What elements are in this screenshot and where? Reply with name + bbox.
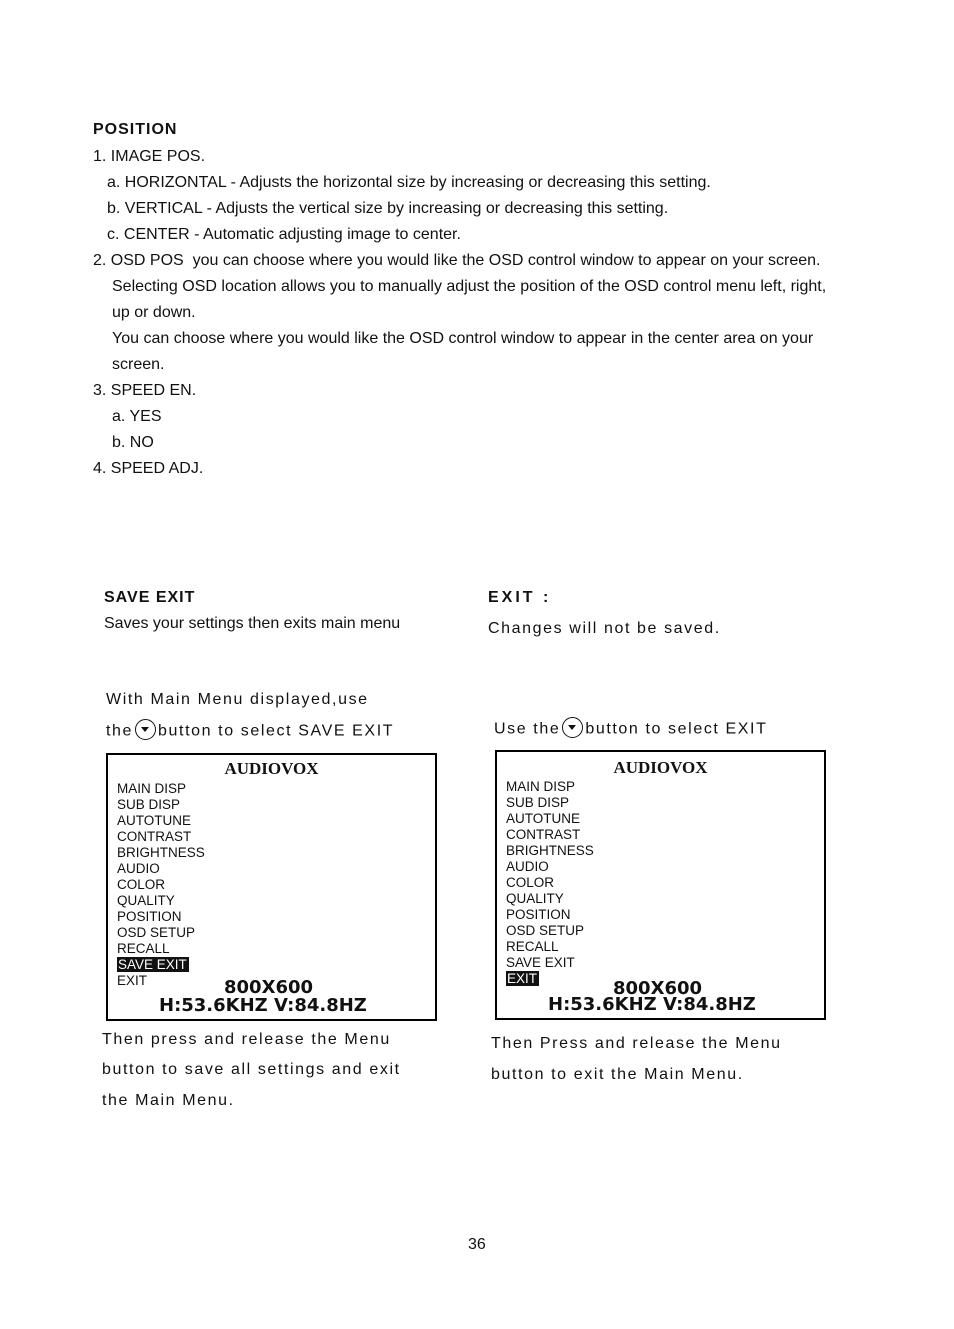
osd-menu-item: QUALITY bbox=[117, 893, 175, 908]
osd-menu-item: AUTOTUNE bbox=[506, 811, 581, 826]
osd-menu-item: EXIT bbox=[117, 973, 148, 988]
position-line: 2. OSD POS you can choose where you would like the OSD control window to appear on your screen. bbox=[93, 252, 821, 269]
osd-menu-item-selected: EXIT bbox=[507, 971, 538, 986]
save-exit-instruction: With Main Menu displayed,use bbox=[106, 691, 369, 708]
save-exit-after-text: button to save all settings and exit bbox=[102, 1061, 401, 1078]
osd-menu-item: SUB DISP bbox=[117, 797, 181, 812]
osd-menu-item: POSITION bbox=[117, 909, 182, 924]
position-line: You can choose where you would like the OSD control window to appear in the center area on your bbox=[112, 330, 814, 347]
position-line: b. NO bbox=[112, 434, 154, 451]
osd-menu-item: AUDIO bbox=[506, 859, 549, 874]
save-exit-instruction-select bbox=[106, 721, 394, 742]
osd-menu-item: RECALL bbox=[506, 939, 559, 954]
osd-menu-item: CONTRAST bbox=[506, 827, 581, 842]
position-line: up or down. bbox=[112, 304, 196, 321]
exit-instruction-select bbox=[494, 719, 767, 740]
instruction-text: button to select EXIT bbox=[585, 720, 768, 738]
osd-menu-item: BRIGHTNESS bbox=[117, 845, 205, 860]
osd-menu-item: AUDIO bbox=[117, 861, 160, 876]
position-line: c. CENTER - Automatic adjusting image to center. bbox=[107, 226, 461, 243]
osd-resolution: 800X600 bbox=[224, 977, 314, 998]
osd-menu-item: COLOR bbox=[117, 877, 166, 892]
osd-menu-item: RECALL bbox=[117, 941, 170, 956]
osd-brand: AUDIOVOX bbox=[613, 758, 708, 777]
osd-menu-item: QUALITY bbox=[506, 891, 564, 906]
osd-menu-item: MAIN DISP bbox=[117, 781, 187, 796]
position-line: Selecting OSD location allows you to manually adjust the position of the OSD control menu left, right, bbox=[112, 278, 827, 295]
osd-menu-item: OSD SETUP bbox=[117, 925, 196, 940]
instruction-text: Use the bbox=[494, 720, 561, 738]
save-exit-description: Saves your settings then exits main menu bbox=[104, 615, 401, 632]
osd-menu-window-exit bbox=[495, 750, 826, 1020]
osd-menu-item: CONTRAST bbox=[117, 829, 192, 844]
osd-menu-list bbox=[117, 781, 205, 989]
exit-heading: EXIT : bbox=[488, 589, 552, 606]
down-arrow-button-icon bbox=[562, 717, 583, 738]
down-arrow-button-icon bbox=[135, 719, 156, 740]
osd-menu-item: BRIGHTNESS bbox=[506, 843, 594, 858]
position-line: 3. SPEED EN. bbox=[93, 382, 197, 399]
osd-menu-item: OSD SETUP bbox=[506, 923, 585, 938]
position-line: 4. SPEED ADJ. bbox=[93, 460, 204, 477]
osd-menu-item: SUB DISP bbox=[506, 795, 570, 810]
osd-frequency: H:53.6KHZ V:84.8HZ bbox=[159, 995, 367, 1016]
osd-menu-item: SAVE EXIT bbox=[506, 955, 575, 970]
osd-menu-item: POSITION bbox=[506, 907, 571, 922]
save-exit-heading: SAVE EXIT bbox=[104, 589, 196, 606]
exit-description: Changes will not be saved. bbox=[488, 620, 721, 637]
osd-frequency: H:53.6KHZ V:84.8HZ bbox=[548, 994, 756, 1015]
osd-menu-window-save-exit bbox=[106, 753, 437, 1021]
osd-menu-item-selected: SAVE EXIT bbox=[118, 957, 187, 972]
page-number: 36 bbox=[468, 1236, 486, 1253]
osd-brand: AUDIOVOX bbox=[224, 759, 319, 778]
position-heading: POSITION bbox=[93, 121, 178, 138]
save-exit-after-text: Then press and release the Menu bbox=[102, 1031, 391, 1048]
position-line: 1. IMAGE POS. bbox=[93, 148, 206, 165]
osd-menu-item: MAIN DISP bbox=[506, 779, 576, 794]
save-exit-after-text: the Main Menu. bbox=[102, 1092, 235, 1109]
position-line: a. YES bbox=[112, 408, 162, 425]
position-line: a. HORIZONTAL - Adjusts the horizontal size by increasing or decreasing this setting. bbox=[107, 174, 711, 191]
instruction-text: the bbox=[106, 722, 134, 740]
exit-after-text: Then Press and release the Menu bbox=[491, 1035, 782, 1052]
osd-resolution: 800X600 bbox=[613, 978, 703, 999]
osd-menu-list bbox=[506, 779, 594, 987]
osd-menu-item: AUTOTUNE bbox=[117, 813, 192, 828]
position-line: screen. bbox=[112, 356, 165, 373]
exit-after-text: button to exit the Main Menu. bbox=[491, 1066, 744, 1083]
osd-menu-item: COLOR bbox=[506, 875, 555, 890]
position-line: b. VERTICAL - Adjusts the vertical size by increasing or decreasing this setting. bbox=[107, 200, 669, 217]
instruction-text: button to select SAVE EXIT bbox=[158, 722, 395, 740]
